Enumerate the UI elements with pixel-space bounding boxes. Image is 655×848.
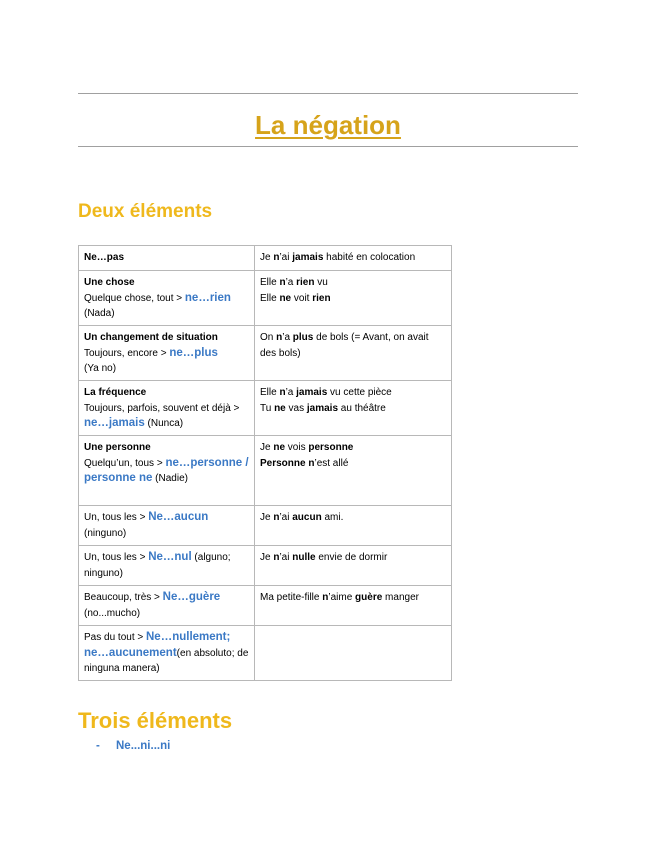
list-item bbox=[96, 740, 170, 752]
bold-text: jamais bbox=[296, 387, 328, 398]
text: Je bbox=[260, 442, 274, 453]
text: ’ai bbox=[279, 252, 293, 263]
bold-text: jamais bbox=[306, 402, 339, 414]
text: (Nunca) bbox=[144, 418, 184, 429]
bold-text: jamais bbox=[292, 252, 324, 263]
table-row bbox=[79, 246, 452, 271]
example-cell bbox=[255, 436, 452, 506]
text: Quelqu’un, tous > bbox=[84, 457, 166, 469]
text: (no...mucho) bbox=[84, 607, 141, 619]
negation-form: Ne…nullement; ne…aucunement bbox=[84, 631, 231, 659]
trois-list bbox=[96, 740, 170, 752]
text: vu bbox=[314, 277, 328, 288]
text: au théâtre bbox=[338, 402, 386, 414]
negation-form: Ne…aucun bbox=[148, 511, 209, 523]
bold-text: Une chose bbox=[84, 277, 135, 288]
example-line bbox=[260, 401, 446, 417]
text: Toujours, encore > bbox=[84, 347, 170, 359]
section-heading-trois: Trois éléments bbox=[78, 708, 233, 733]
rule-line bbox=[84, 606, 249, 622]
rule-line bbox=[84, 291, 249, 307]
bold-text: n bbox=[273, 252, 280, 263]
example-line bbox=[260, 456, 446, 472]
example-cell bbox=[255, 506, 452, 546]
text: (ninguno) bbox=[84, 527, 127, 539]
negation-table bbox=[78, 245, 452, 681]
bold-text: guère bbox=[355, 592, 383, 603]
example-line bbox=[260, 440, 446, 456]
text: manger bbox=[382, 592, 419, 603]
rule-line bbox=[84, 630, 249, 677]
rule-cell bbox=[79, 546, 255, 586]
text: envie de dormir bbox=[315, 552, 388, 563]
text: vois bbox=[285, 442, 309, 453]
text: Elle bbox=[260, 387, 280, 398]
rule-cell bbox=[79, 246, 255, 271]
text: Ma petite-fille bbox=[260, 592, 323, 603]
table-row bbox=[79, 506, 452, 546]
bold-text: ne bbox=[273, 442, 286, 453]
example-cell bbox=[255, 381, 452, 436]
bold-text: La fréquence bbox=[84, 387, 147, 398]
text: ’a bbox=[285, 387, 297, 398]
text: voit bbox=[291, 292, 313, 304]
example-cell bbox=[255, 271, 452, 326]
bold-text: n bbox=[279, 277, 286, 288]
text: (Ya no) bbox=[84, 363, 117, 374]
text: Toujours, parfois, souvent et déjà > bbox=[84, 402, 240, 414]
example-line bbox=[260, 385, 446, 401]
table-row bbox=[79, 381, 452, 436]
bold-text: personne bbox=[308, 442, 354, 453]
rule-cell bbox=[79, 436, 255, 506]
bold-text: rien bbox=[312, 292, 331, 304]
example-cell bbox=[255, 326, 452, 381]
rule-line bbox=[84, 510, 249, 526]
bold-text: rien bbox=[296, 277, 315, 288]
text: Elle bbox=[260, 292, 280, 304]
rule-cell bbox=[79, 271, 255, 326]
table-row bbox=[79, 586, 452, 626]
text: habité en colocation bbox=[323, 252, 416, 263]
text: (Nadie) bbox=[152, 473, 188, 484]
rule-cell bbox=[79, 626, 255, 681]
bold-text: Un changement de situation bbox=[84, 332, 218, 343]
bold-text: n bbox=[322, 592, 329, 603]
rule-line bbox=[84, 526, 249, 542]
rule-cell bbox=[79, 586, 255, 626]
rule-line bbox=[84, 550, 249, 581]
table-row bbox=[79, 546, 452, 586]
example-line bbox=[260, 250, 446, 266]
table-row bbox=[79, 436, 452, 506]
rule-line bbox=[84, 361, 249, 377]
table-row bbox=[79, 271, 452, 326]
example-line bbox=[260, 275, 446, 291]
text: de bols (= Avant, on avait des bols) bbox=[260, 332, 429, 359]
bold-text: Ne…pas bbox=[84, 252, 125, 263]
example-line bbox=[260, 510, 446, 526]
text: ’est allé bbox=[314, 457, 349, 469]
bold-text: plus bbox=[292, 332, 314, 343]
bold-text: n bbox=[308, 457, 315, 469]
negation-form: ne…rien bbox=[184, 291, 231, 304]
text: (Nada) bbox=[84, 308, 115, 319]
bold-text: ne bbox=[274, 402, 286, 414]
rule-line bbox=[84, 275, 249, 291]
section-heading-deux: Deux éléments bbox=[78, 201, 213, 222]
text: Je bbox=[260, 552, 274, 563]
text: Elle bbox=[260, 277, 280, 288]
bold-text: ne bbox=[279, 292, 292, 304]
example-cell bbox=[255, 626, 452, 681]
example-cell bbox=[255, 586, 452, 626]
rule-line bbox=[84, 440, 249, 456]
bold-text: n bbox=[279, 387, 286, 398]
bold-text: n bbox=[276, 332, 283, 343]
example-cell bbox=[255, 546, 452, 586]
negation-form: Ne…guère bbox=[162, 591, 221, 603]
rule-line bbox=[84, 385, 249, 401]
text: (alguno; ninguno) bbox=[84, 552, 231, 579]
text: Un, tous les > bbox=[84, 512, 149, 523]
negation-form: Ne…nul bbox=[148, 551, 192, 563]
rule-line bbox=[84, 250, 249, 266]
text: Je bbox=[260, 252, 274, 263]
rule-cell bbox=[79, 506, 255, 546]
example-line bbox=[260, 550, 446, 566]
bold-text: n bbox=[273, 552, 280, 563]
text: ami. bbox=[321, 512, 344, 523]
rule-line bbox=[84, 401, 249, 432]
rule-cell bbox=[79, 326, 255, 381]
text: ’aime bbox=[328, 592, 356, 603]
text: On bbox=[260, 332, 277, 343]
negation-form: ne…plus bbox=[169, 346, 218, 359]
text: ’ai bbox=[279, 552, 293, 563]
example-line bbox=[260, 590, 446, 606]
top-rule bbox=[78, 93, 578, 94]
text: Quelque chose, tout > bbox=[84, 292, 185, 304]
list-bullet: - bbox=[96, 740, 100, 752]
example-cell bbox=[255, 246, 452, 271]
text: Je bbox=[260, 512, 274, 523]
bold-text: aucun bbox=[292, 512, 322, 523]
text: Beaucoup, très > bbox=[84, 592, 163, 603]
text: ’a bbox=[285, 277, 297, 288]
rule-line bbox=[84, 346, 249, 362]
text: Pas du tout > bbox=[84, 632, 146, 643]
bottom-rule bbox=[78, 146, 578, 147]
rule-line bbox=[84, 590, 249, 606]
text: vu cette pièce bbox=[327, 387, 392, 398]
rule-line bbox=[84, 330, 249, 346]
example-line bbox=[260, 330, 446, 361]
bold-text: nulle bbox=[292, 552, 316, 563]
rule-line bbox=[84, 456, 249, 487]
rule-line bbox=[84, 306, 249, 322]
page-title: La négation bbox=[255, 110, 401, 140]
text: (en absoluto; de ninguna manera) bbox=[84, 647, 249, 674]
negation-form: ne…jamais bbox=[84, 417, 145, 429]
bold-text: Personne bbox=[260, 457, 306, 469]
table-row bbox=[79, 626, 452, 681]
text: Un, tous les > bbox=[84, 552, 149, 563]
rule-cell bbox=[79, 381, 255, 436]
table-row bbox=[79, 326, 452, 381]
bold-text: Une personne bbox=[84, 442, 151, 453]
text: Tu bbox=[260, 402, 275, 414]
example-line bbox=[260, 291, 446, 307]
negation-form: ne…personne / personne ne bbox=[84, 456, 249, 484]
list-item-text: Ne...ni...ni bbox=[116, 740, 171, 752]
text: ’a bbox=[282, 332, 293, 343]
text: ’ai bbox=[279, 512, 293, 523]
text: vas bbox=[285, 402, 307, 414]
bold-text: n bbox=[273, 512, 280, 523]
